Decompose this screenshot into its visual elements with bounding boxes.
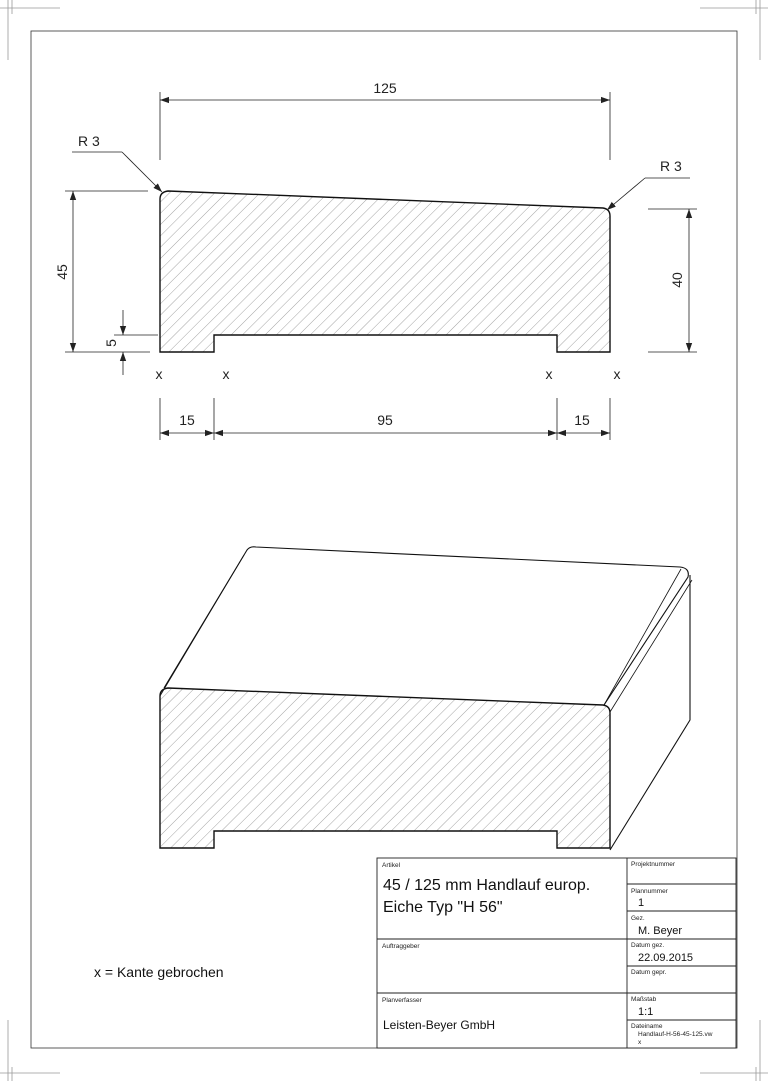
leader-radius-right <box>607 178 690 210</box>
dimension-groove-depth-label: 5 <box>103 339 119 347</box>
edge-mark-1: x <box>155 366 163 382</box>
edge-mark-2: x <box>222 366 230 382</box>
dimension-height-left <box>65 191 150 352</box>
auftraggeber-label: Auftraggeber <box>382 943 420 950</box>
dateiname-value-line-2: x <box>638 1039 642 1046</box>
dimension-height-right-label: 40 <box>669 272 685 288</box>
dateiname-label: Dateiname <box>631 1023 663 1030</box>
dimension-right-leg-label: 15 <box>574 412 590 428</box>
planverfasser-label: Planverfasser <box>382 997 422 1004</box>
dimension-height-left-label: 45 <box>54 264 70 280</box>
datum-gepr-label: Datum gepr. <box>631 969 667 976</box>
artikel-label: Artikel <box>382 862 401 869</box>
dimension-groove-width-label: 95 <box>377 412 393 428</box>
edge-note: x = Kante gebrochen <box>94 964 224 980</box>
dateiname-value-line-1: Handlauf-H-56-45-125.vw <box>638 1031 713 1038</box>
planverfasser-value: Leisten-Beyer GmbH <box>383 1018 496 1032</box>
gez-value: M. Beyer <box>638 925 683 937</box>
datum-gez-label: Datum gez. <box>631 942 665 949</box>
dimension-left-leg-label: 15 <box>179 412 195 428</box>
plannummer-label: Plannummer <box>631 888 668 895</box>
edge-mark-4: x <box>613 366 621 382</box>
massstab-value: 1:1 <box>638 1006 654 1018</box>
dimension-width-total <box>160 92 610 160</box>
radius-right-label: R 3 <box>660 158 682 174</box>
dimension-width-total-label: 125 <box>373 80 397 96</box>
isometric-front-face <box>160 688 610 848</box>
projektnummer-label: Projektnummer <box>631 861 676 868</box>
artikel-line-2: Eiche Typ "H 56" <box>383 899 503 916</box>
edge-mark-3: x <box>545 366 553 382</box>
leader-radius-left <box>72 152 162 192</box>
artikel-line-1: 45 / 125 mm Handlauf europ. <box>383 877 591 894</box>
plannummer-value: 1 <box>638 897 645 909</box>
datum-gez-value: 22.09.2015 <box>638 952 694 964</box>
gez-label: Gez. <box>631 915 645 922</box>
dimension-groove-depth <box>114 310 158 375</box>
profile-section <box>160 191 610 352</box>
radius-left-label: R 3 <box>78 133 100 149</box>
massstab-label: Maßstab <box>631 996 657 1003</box>
